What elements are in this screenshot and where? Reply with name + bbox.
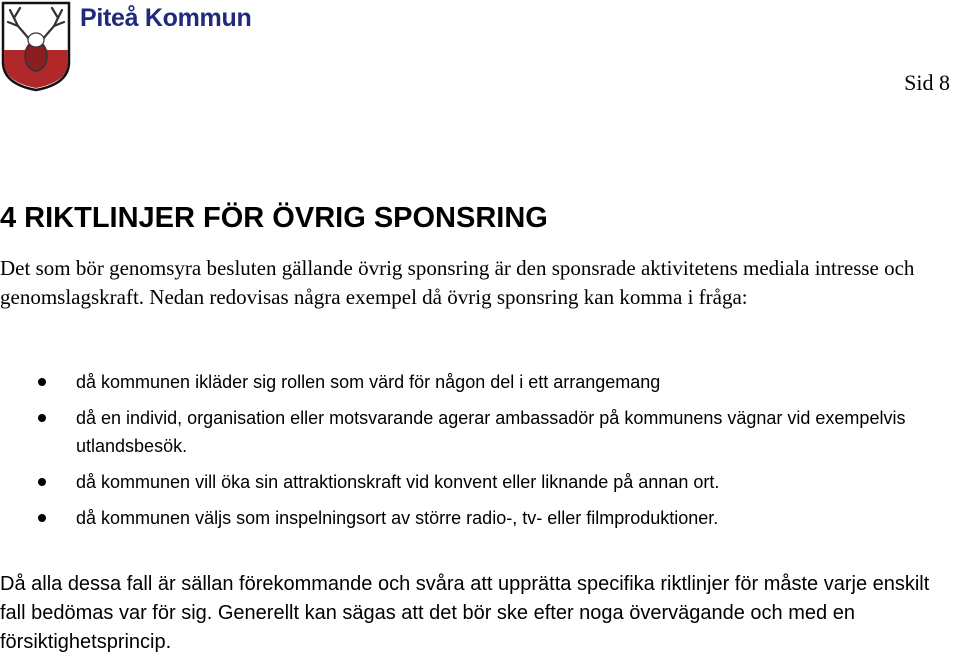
conclusion-paragraph: Då alla dessa fall är sällan förekommande och svåra att upprätta specifika riktlinjer för måste varje enskilt fall bedömas var för sig. Generellt kan sägas att det bör ske efter noga övervägande och med en försiktighetsprincip.	[0, 573, 930, 653]
list-item-text: då en individ, organisation eller motsvarande agerar ambassadör på kommunens vägnar vid exempelvis utlandsbesök.	[76, 408, 906, 456]
list-item-text: då kommunen ikläder sig rollen som värd för någon del i ett arrangemang	[76, 372, 661, 392]
bullet-icon	[38, 514, 46, 522]
list-item-text: då kommunen vill öka sin attraktionskraft vid konvent eller liknande på annan ort.	[76, 472, 720, 492]
bullet-icon	[38, 478, 46, 486]
bullet-icon	[38, 378, 46, 386]
list-item	[0, 504, 959, 532]
list-item-text: då kommunen väljs som inspelningsort av större radio-, tv- eller filmproduktioner.	[76, 508, 719, 528]
list-item	[0, 468, 959, 496]
page-number: Sid 8	[904, 70, 950, 95]
examples-list	[0, 368, 959, 532]
list-item	[0, 368, 959, 396]
organization-name: Piteå Kommun	[80, 4, 252, 32]
bullet-icon	[38, 414, 46, 422]
reindeer-coat-of-arms-icon	[0, 0, 72, 92]
intro-paragraph: Det som bör genomsyra besluten gällande övrig sponsring är den sponsrade aktivitetens mediala intresse och genomslagskraft. Nedan redovisas några exempel då övrig sponsring kan komma i fråga:	[0, 256, 915, 309]
section-heading: 4 RIKTLINJER FÖR ÖVRIG SPONSRING	[0, 202, 548, 234]
list-item	[0, 404, 959, 460]
